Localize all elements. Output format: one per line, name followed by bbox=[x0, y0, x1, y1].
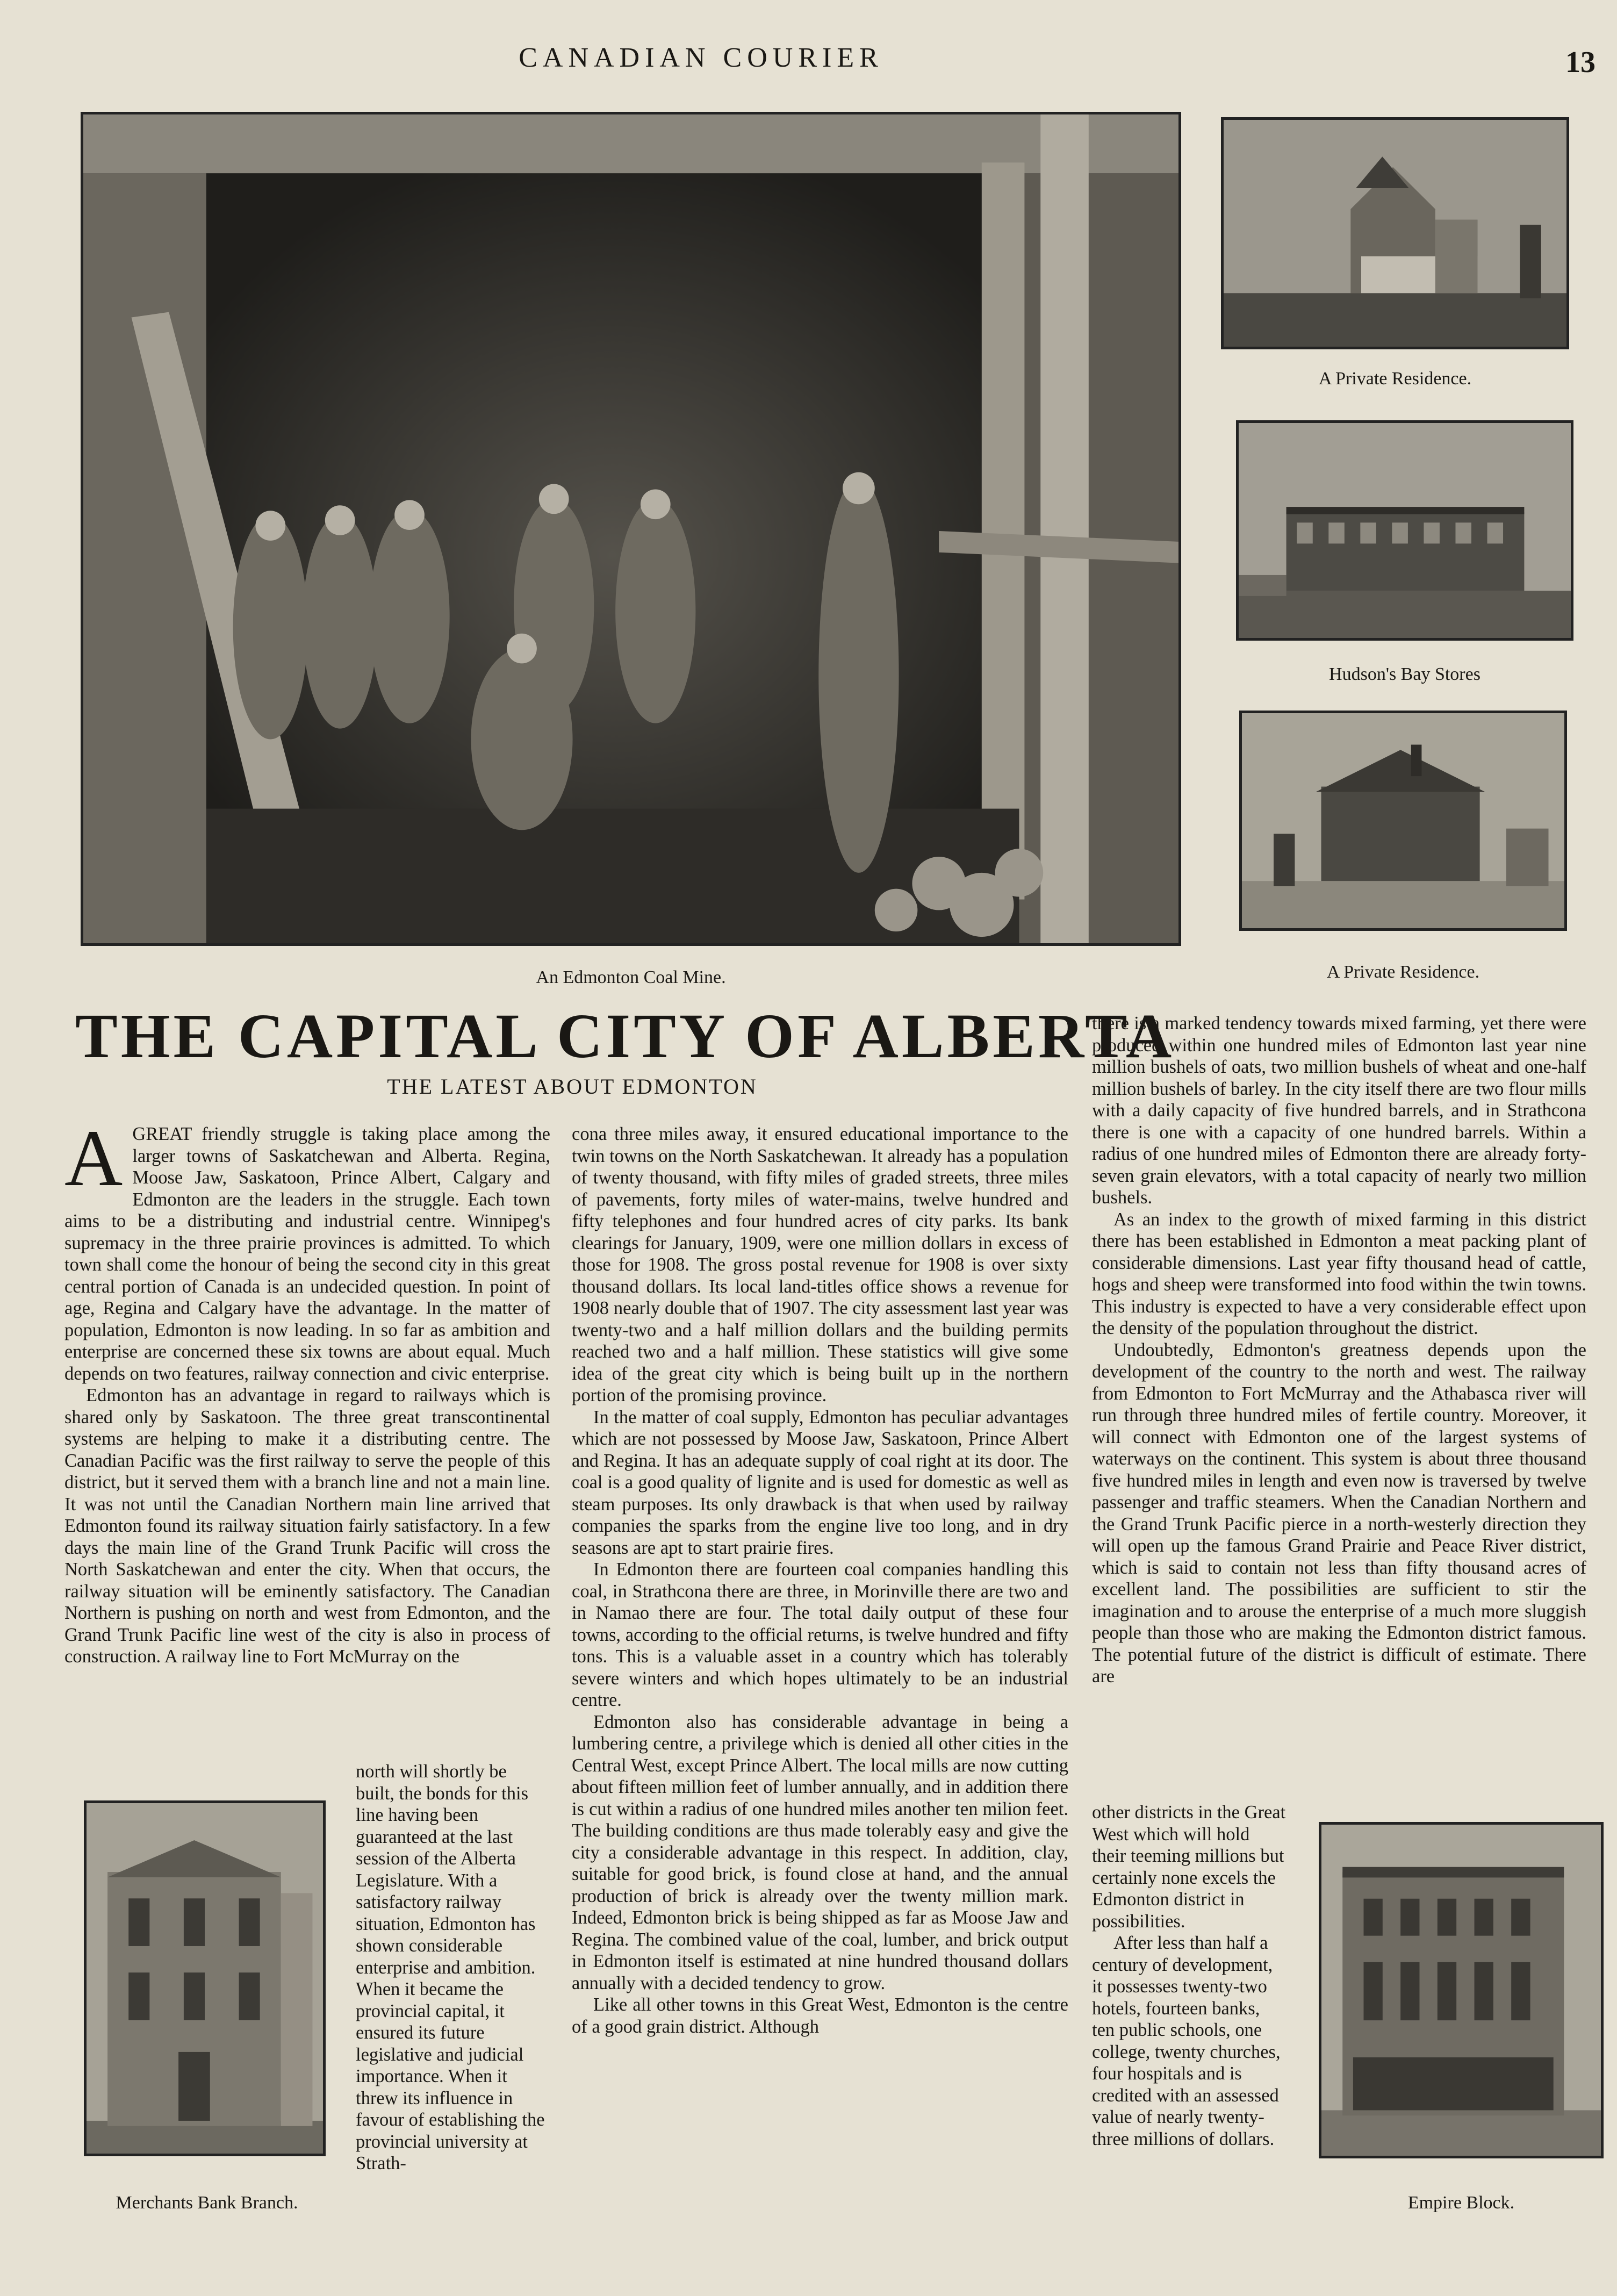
paragraph: In the matter of coal supply, Edmonton has peculiar advantages which are not possessed by Moose Jaw, Saskatoon, Prince Albert and Regina. It has an adequate supply of coal right at its door. The coal is a good quality of lignite and is used for domestic as well as steam purposes. Its only drawback is that when used by railway companies the sparks from the engine live too long, and in dry seasons are apt to start prairie fires. bbox=[572, 1407, 1068, 1558]
running-header: CANADIAN COURIER bbox=[519, 42, 883, 73]
column-1 bbox=[64, 1114, 550, 1668]
paragraph: As an index to the growth of mixed farming in this district there has been established in Edmonton a meat packing plant of considerable dimensions. Last year fifty thousand head of cattle, hogs and sheep were transformed into food within the twin towns. This industry is expected to have a very considerable effect upon the density of the population throughout the district. bbox=[1092, 1209, 1586, 1338]
hudsons-bay-caption: Hudson's Bay Stores bbox=[1329, 664, 1481, 684]
coal-mine-photo bbox=[81, 112, 1181, 946]
empire-block-photo bbox=[1319, 1822, 1604, 2158]
paragraph: there is a marked tendency towards mixed farming, yet there were produced within one hundred miles of Edmonton last year nine million bushels of oats, two million bushels of wheat and one-half million bushels of barley. In the city itself there are two flour mills with a daily capacity of five hundred barrels, and in Strathcona there is one with a capacity of one hundred barrels. Within a radius of one hundred miles of Edmonton there are already forty-seven grain elevators, with a total capacity of nearly two million bushels. bbox=[1092, 1013, 1586, 1208]
column-2 bbox=[572, 1123, 1068, 2037]
private-residence-photo bbox=[1221, 117, 1569, 349]
paragraph: AGREAT friendly struggle is taking place among the larger towns of Saskatchewan and Alberta. Regina, Moose Jaw, Saskatoon, Prince Albert, Calgary and Edmonton are the leaders in the struggle. Each town aims to be a distributing and industrial centre. Winnipeg's supremacy in the three prairie provinces is admitted. To which town shall come the honour of being the second city in this great central portion of Canada is an undecided question. In point of age, Regina and Calgary have the advantage. In the matter of population, Edmonton is now leading. In so far as ambition and enterprise are concerned these six towns are about equal. Much depends on two features, railway connection and civic enterprise. bbox=[64, 1114, 550, 1384]
paragraph: After less than half a century of development, it possesses twenty-two hotels, fourteen banks, ten public schools, one college, twenty churches, four hospitals and is credited with an assessed value of nearly twenty-three millions of dollars. bbox=[1092, 1933, 1281, 2149]
empire-block-caption: Empire Block. bbox=[1407, 2193, 1515, 2213]
paragraph: Edmonton has an advantage in regard to railways which is shared only by Saskatoon. The three great transcontinental systems are helping to make it a distributing centre. The Canadian Pacific was the first railway to serve the people of this district, but it served them with a branch line and not a main line. It was not until the Canadian Northern main line arrived that Edmonton found its railway situation fairly satisfactory. In a few days the main line of the Grand Trunk Pacific will cross the North Saskatchewan and enter the city. When that occurs, the railway situation will be eminently satisfactory. The Canadian Northern is pushing on north and west from Edmonton, and the Grand Trunk Pacific line west of the city is also in process of construction. A railway line to Fort McMurray on the bbox=[64, 1385, 550, 1667]
private-residence-caption: A Private Residence. bbox=[1318, 369, 1472, 389]
paragraph: Like all other towns in this Great West, Edmonton is the centre of a good grain district. Although bbox=[572, 1994, 1068, 2037]
paragraph: cona three miles away, it ensured educational importance to the twin towns on the North Saskatchewan. It already has a population of twenty thousand, with fifty miles of graded streets, three miles of pavements, forty miles of water-mains, twelve hundred and fifty telephones and four hundred acres of city parks. Its bank clearings for January, 1909, were one million dollars in excess of those for 1908. The gross postal revenue for 1908 is over sixty thousand dollars. Its local land-titles office shows a revenue for 1908 nearly double that of 1907. The city assessment last year was twenty-two and a half million dollars and the building permits reached two and a half million. These statistics will give some idea of the great city which is being built up in the northern portion of the promising province. bbox=[572, 1124, 1068, 1405]
merchants-bank-photo bbox=[84, 1800, 326, 2156]
private-residence-2-caption: A Private Residence. bbox=[1326, 962, 1480, 982]
paragraph: Edmonton also has considerable advantage in being a lumbering centre, a privilege which is denied all other cities in the Central West, except Prince Albert. The local mills are now cutting about fifteen million feet of lumber annually, and in addition there is cut within a radius of one hundred miles another ten milion feet. The building conditions are thus made tolerably easy and give the city a considerable advantage in this respect. In addition, clay, suitable for good brick, is found close at hand, and the annual production of brick is already over the twenty million mark. Indeed, Edmonton brick is being shipped as far as Moose Jaw and Regina. The combined value of the coal, lumber, and brick output in Edmonton itself is estimated at nine hundred thousand dollars annually with a decided tendency to grow. bbox=[572, 1711, 1068, 1993]
paragraph: In Edmonton there are fourteen coal companies handling this coal, in Strathcona there are three, in Morinville there are two and in Namao there are four. The total daily output of these four towns, according to the official returns, is twelve hundred and fifty tons. This is a valuable asset in a country which has tolerably severe winters and which hopes ultimately to be an industrial centre. bbox=[572, 1559, 1068, 1710]
paragraph: other districts in the Great West which will hold their teeming millions but certainly none excels the Edmonton district in possibilities. bbox=[1092, 1802, 1286, 1932]
column-3 bbox=[1092, 1013, 1586, 1688]
article-title: THE CAPITAL CITY OF ALBERTA bbox=[75, 1001, 1175, 1071]
drop-cap: A bbox=[64, 1114, 123, 1203]
column-3-narrow bbox=[1092, 1802, 1287, 2150]
column-1-narrow bbox=[356, 1761, 549, 2175]
merchants-bank-caption: Merchants Bank Branch. bbox=[116, 2193, 298, 2213]
page-number: 13 bbox=[1565, 46, 1596, 79]
coal-mine-caption: An Edmonton Coal Mine. bbox=[536, 967, 726, 987]
article-subtitle: THE LATEST ABOUT EDMONTON bbox=[387, 1074, 758, 1099]
private-residence-2-photo bbox=[1239, 711, 1567, 931]
paragraph: north will shortly be built, the bonds for this line having been guaranteed at the last session of the Alberta Legislature. With a satisfactory railway situation, Edmonton has shown considerable enterprise and ambition. When it became the provincial capital, it ensured its future legislative and judicial importance. When it threw its influence in favour of establishing the provincial university at Strath- bbox=[356, 1761, 545, 2173]
hudsons-bay-photo bbox=[1236, 420, 1573, 641]
paragraph: Undoubtedly, Edmonton's greatness depends upon the development of the country to the north and west. The railway from Edmonton to Fort McMurray and the Athabasca river will run through three hundred miles of fertile country. Moreover, it will connect with Edmonton one of the largest systems of waterways on the continent. This system is about three thousand five hundred miles in length and even now is traversed by twelve passenger and traffic steamers. When the Canadian Northern and the Grand Trunk Pacific pierce in a north-westerly direction they will open up the famous Grand Prairie and Peace River district, which is said to contain not less than fifty thousand acres of excellent land. The possibilities are sufficient to stir the imagination and to arouse the enterprise of a much more sluggish people than those who are making the Edmonton district famous. The potential future of the district is difficult of estimate. There are bbox=[1092, 1339, 1586, 1687]
